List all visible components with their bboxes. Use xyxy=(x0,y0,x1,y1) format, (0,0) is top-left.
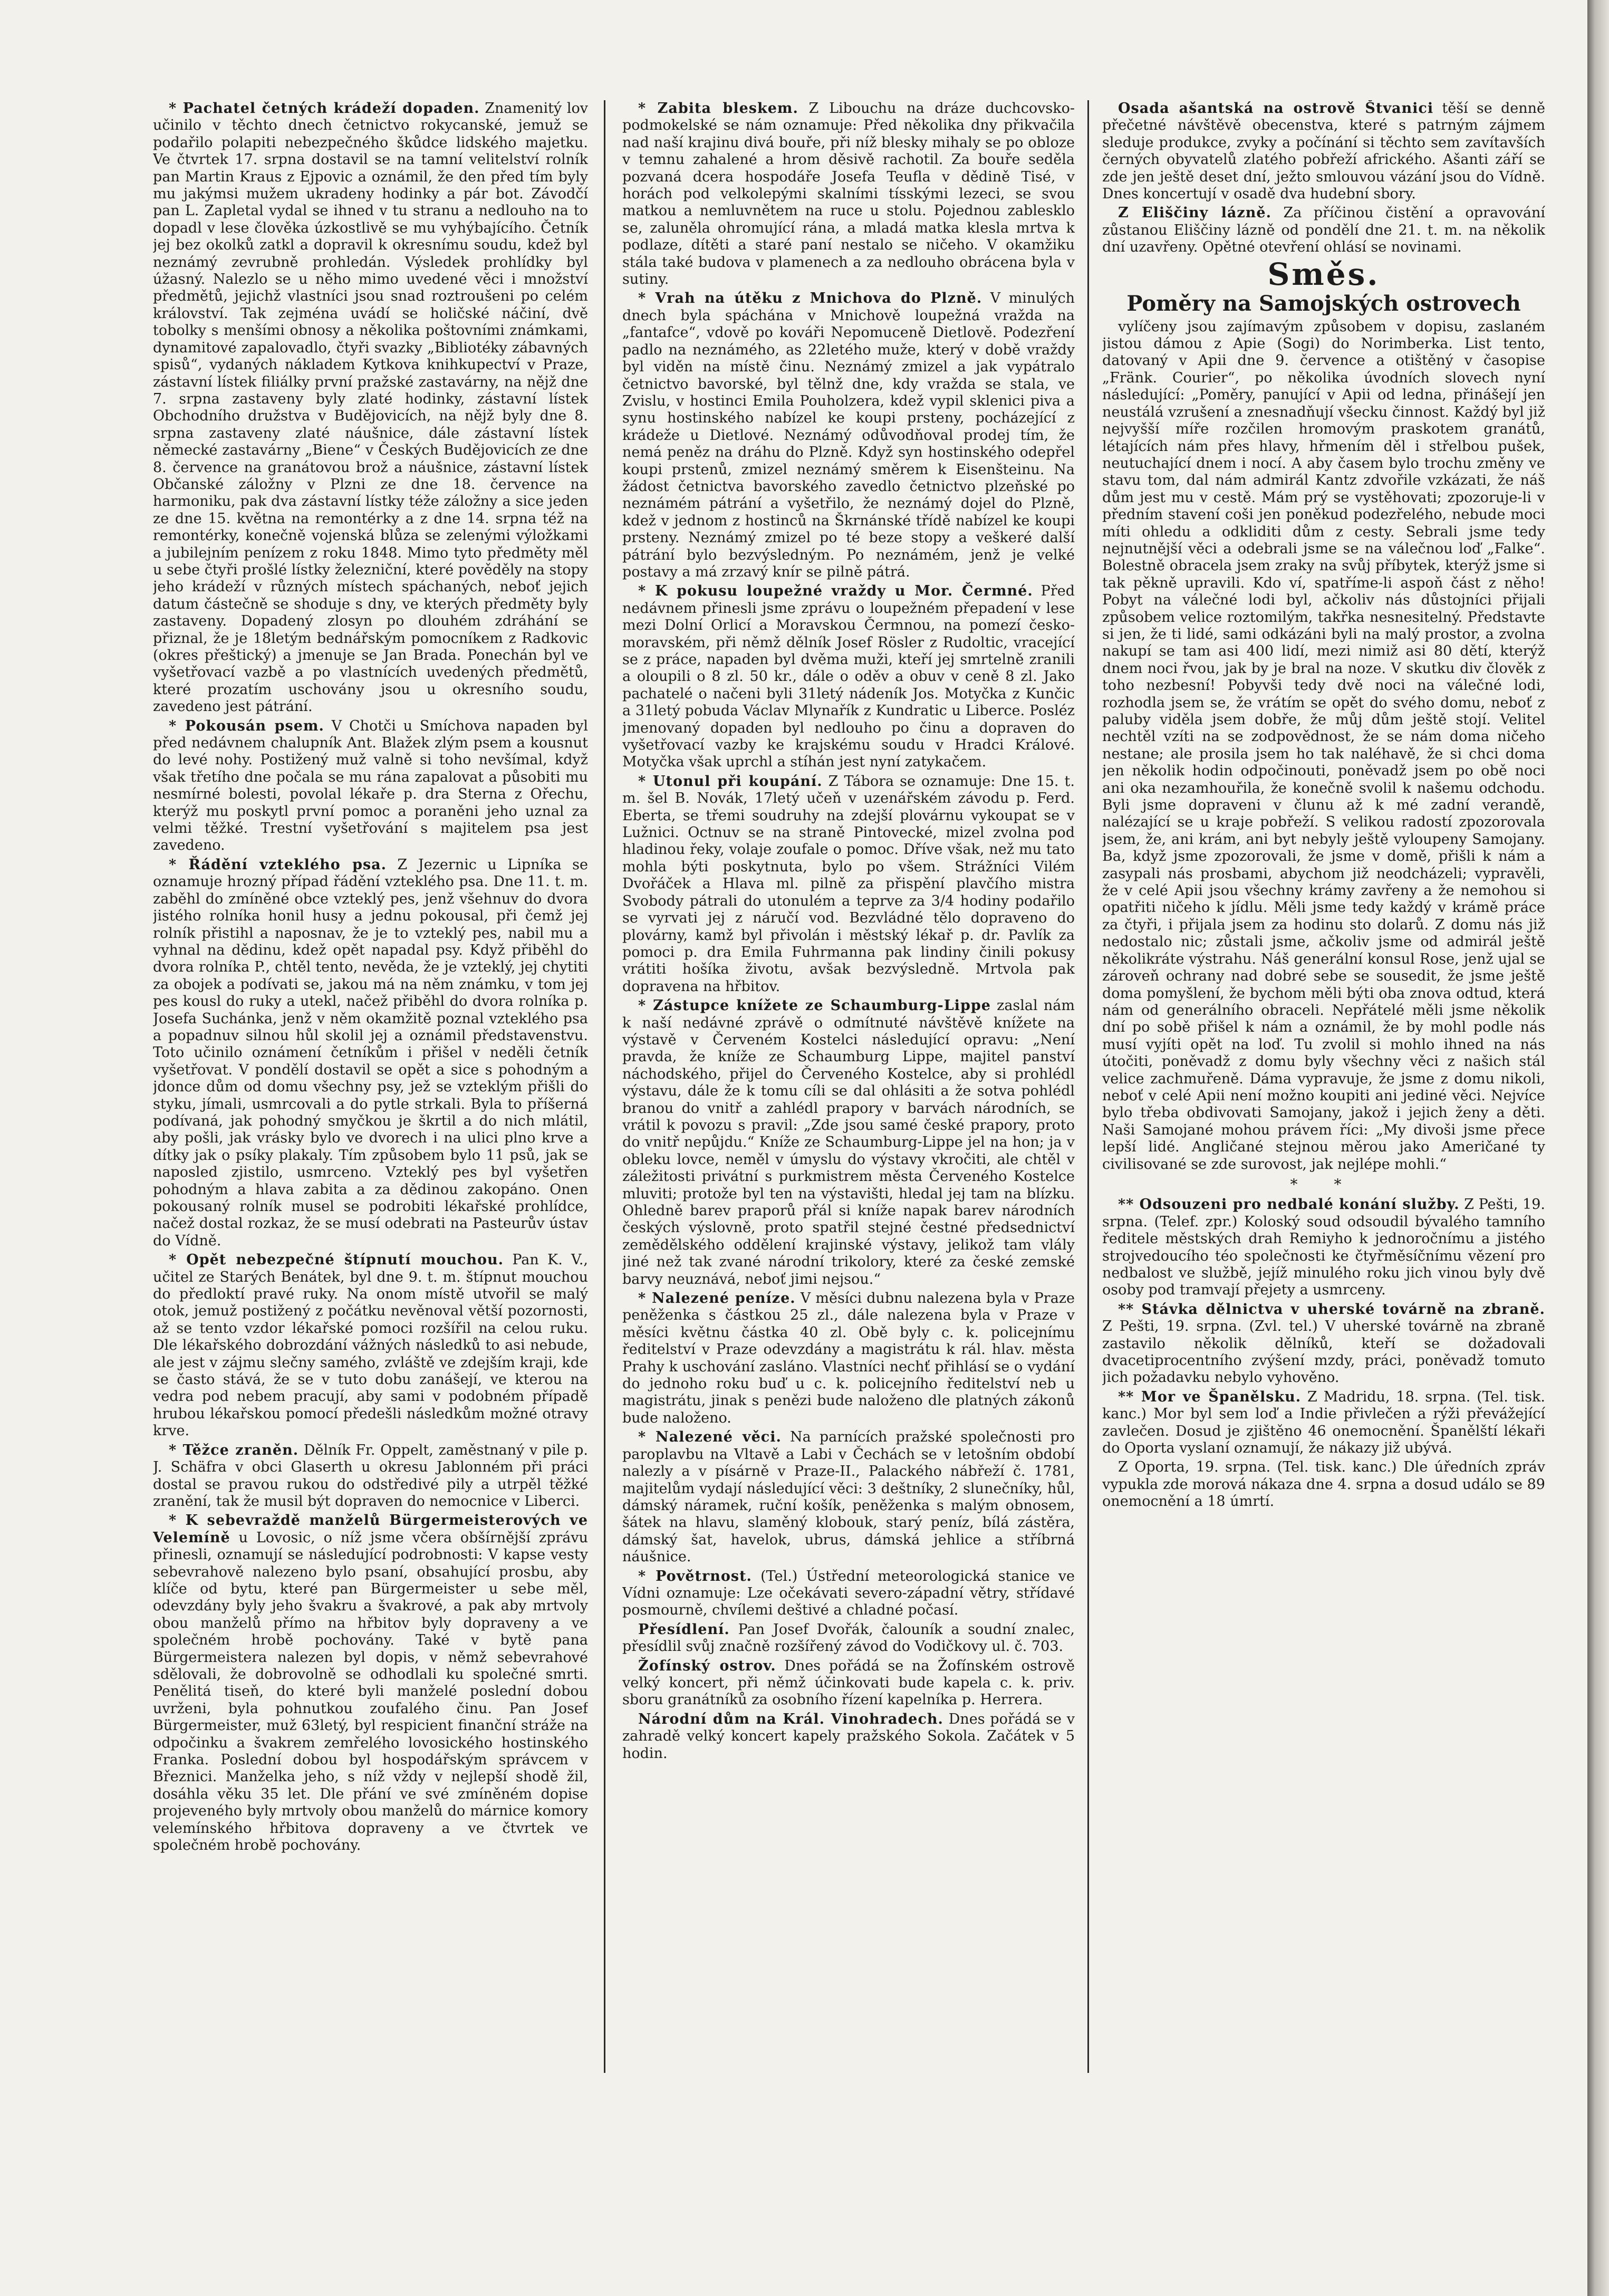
article-headline: * Pachatel četných krádeží dopaden. xyxy=(169,100,480,117)
article-text: Z Libouchu na dráze duchcovsko-podmokelské se nám oznamuje: Před několika dny přikvačila nad naší krajinu divá bouře, při níž blesky mihaly se po obloze v temnu zahalené a hrom děsivě rachotil. Za bouře seděla pozvaná dcera hospodáře Josefa Teufla v dědině Tisé, v horách pod velkolepými skalními tísskými lezeci, se svou matkou a nemluvnětem na ruce u stolu. Pojednou zablesklo se, zaluněla ohromující rána, a mladá matka klesla mrtva k podlaze, dítěti a staré paní nestalo se ničeho. V okamžiku stála také budova v plamenech a za nedlouho obrácena byla v sutiny. xyxy=(622,100,1075,288)
article-headline: * K pokusu loupežné vraždy u Mor. Čermné. xyxy=(638,583,1033,600)
news-article xyxy=(153,1252,588,1439)
news-article xyxy=(622,100,1075,288)
article-headline: ** Odsouzeni pro nedbalé konání služby. xyxy=(1118,1196,1460,1213)
article-text: Za příčinou čistění a opravování zůstanou Eliščiny lázně od pondělí dne 21. t. m. na několik dní uzavřeny. Opětné otevření ohlásí se novinami. xyxy=(1102,205,1545,256)
article-text: těší se denně přečetné návštěvě obecenstva, které s patrným zájmem sleduje produkce, zvyky a počínání si těchto sem zavítavších černých obyvatelů zlatého pobřeží afrického. Ašanti září se zde jen ještě deset dní, ježto smlouvou vázání jsou do Vídně. Dnes koncertují v osadě dva hudební sbory. xyxy=(1102,100,1545,203)
news-article xyxy=(1102,1196,1545,1299)
page-edge-shadow xyxy=(1587,0,1609,2296)
article-text: Dnes pořádá se na Žofínském ostrově velký koncert, při němž účinkovati bude kapela c. k. priv. sboru granátníků za osobního řízení kapelníka p. Herrera. xyxy=(622,1657,1075,1708)
article-text: Z Tábora se oznamuje: Dne 15. t. m. šel B. Novák, 17letý učeň v uzenářském závodu p. Ferd. Eberta, se třemi soudruhy na zdejší plovárnu vykoupat se v Lužnici. Octnuv se na straně Pintovecké, mizel zvolna pod hladinou řeky, volaje zoufale o pomoc. Dříve však, než mu tato mohla býti poskytnuta, bylo po všem. Strážníci Vilém Dvořáček a Hlava ml. pilně za přispění plavčího mistra Svobody pátrali do utonulém a teprve za 3/4 hodiny podařilo se vyrvati jej z náručí vod. Bezvládné tělo dopraveno do plovárny, kamž byl přivolán i městský lékař p. dr. Pavlík za pomoci p. dra Emila Fuhrmanna pak lindiny činili pokusy vrátiti hošíka životu, avšak bezvýsledně. Mrtvola pak dopravena na hřbitov. xyxy=(622,773,1075,995)
article-headline: Žofínský ostrov. xyxy=(638,1657,776,1674)
article-headline: * Povětrnost. xyxy=(638,1568,752,1584)
column-right xyxy=(1102,100,1545,2252)
section-heading: Směs. xyxy=(1267,256,1380,292)
article-headline: Přesídlení. xyxy=(638,1621,730,1638)
column-left xyxy=(153,100,588,2252)
article-text: u Lovosic, o níž jsme včera obšírnější zprávu přinesli, oznamují se následující podrobnosti: V kapse vesty sebevrahově nalezeno bylo psaní, obsahující prosbu, aby klíče od bytu, které pan Bürgermeister u sebe měl, odevzdány byly jeho švakru a švakrové, a pak aby mrtvoly obou manželů přímo na hřbitov byly dopraveny a ve společném hrobě pochovány. Také v bytě pana Bürgermeistera nalezen byl dopis, v němž sebevrahové sdělovali, že dobrovolně se odhodlali ku společné smrti. Penělitá tiseň, do které byli manželé poslední dobou uvrženi, byla pohnutkou zoufalého činu. Pan Josef Bürgermeister, muž 63letý, byl respicient finanční stráže na odpočinku a švakrem zemřelého lovosického hostinského Franka. Poslední dobou byl hospodářským správcem v Březnici. Manželka jeho, s níž vždy v nejlepší shodě žil, dosáhla věku 35 let. Dle přání ve své zmíněném dopise projeveného byly mrtvoly obou manželů do márnice komory velemínského hřbitova dopraveny a ve čtvrtek ve společném hrobě pochovány. xyxy=(153,1529,588,1854)
news-article xyxy=(622,1621,1075,1656)
article-headline: * Opět nebezpečné štípnutí mouchou. xyxy=(169,1252,504,1269)
article-text: Před nedávnem přinesli jsme zprávu o loupežném přepadení v lese mezi Dolní Orlicí a Moravskou Čermnou, na pomezí česko-moravském, při němž dělník Josef Rösler z Rudoltic, vracející se z práce, napaden byl dvěma muži, kteří jej smrtelně zranili a oloupili o 8 zl. 50 kr., dále o oděv a obuv v ceně 8 zl. Jako pachatelé o načeni byli 31letý nádeník Jos. Motyčka z Kunčic a 31letý pobuda Václav Mlynařík z Kundratic u Liberce. Posléz jmenovaný dopaden byl nedlouho po činu a dopraven do vyšetřovací vazby ke krajskému soudu v Hradci Králové. Motyčka však uprchl a stíhán jest nyní zatykačem. xyxy=(622,583,1075,771)
article-text: Pan Josef Dvořák, čalouník a soudní znalec, přesídlil svůj značně rozšířený závod do Vodičkovy ul. č. 703. xyxy=(622,1621,1075,1655)
article-text: Znamenitý lov učinilo v těchto dnech četnictvo rokycanské, jemuž se podařilo polapiti nebezpečného škůdce lidského majetku. Ve čtvrtek 17. srpna dostavil se na tamní velitelství rolník pan Martin Kraus z Ejpovic a oznámil, že den před tím byly mu jakýmsi mužem ukradeny hodinky a pár bot. Závodčí pan L. Zapletal vydal se ihned v tu stranu a nedlouho na to dopadl v lese člověka úzkostlivě se mu vyhýbajícího. Četník jej bez okolků zatkl a dopravil k okresnímu soudu, kdež byl neznámý zevrubně prohledán. Výsledek prohlídky byl úžasný. Nalezlo se u něho mimo uvedené věci i množství předmětů, jejichž vlastníci jsou snad roztroušeni po celém království. Tak zejména uvádí se holičské náčiní, dvě tobolky s menšími obnosy a několika poštovními známkami, dynamitové zapalovadlo, čtyři svazky „Bibliotéky zábavných spisů“, vydaných nákladem Kytkova knihkupectví v Praze, zástavní lístek filiálky první pražské zastavárny, na nějž dne 7. srpna zastaveny byly zlaté hodinky, zástavní lístek Obchodního družstva v Budějovicích, na nějž byly dne 8. srpna zastaveny zlaté náušnice, dále zástavní lístek německé zastavárny „Biene“ v Českých Budějovicích ze dne 8. července na granátovou brož a náušnice, zástavní lístek Občanské záložny v Plzni ze dne 18. července na harmoniku, pak dva zástavní lístky téže záložny a sice jeden ze dne 15. května na remontérky a z dne 14. srpna též na remontérky, konečně vojenská blůza se zelenými výložkami a jubilejním penízem z roku 1848. Mimo tyto předměty měl u sebe čtyři prošlé lístky železniční, které pověděly na stopy jeho krádeží v různých místech spáchaných, neboť jejich datum částečně se shoduje s dny, ve kterých předměty byly zastaveny. Dopadený zlosyn po dlouhém zdráhání se přiznal, že je 18letým bednářským pomocníkem z Radkovic (okres přeštický) a jmenuje se Jan Brada. Ponechán byl ve vyšetřovací vazbě a po vlastnících uvedených předmětů, které prozatím uschovány jsou u okresního soudu, zavedeno jest pátrání. xyxy=(153,100,588,715)
article-headline: * Řádění vzteklého psa. xyxy=(169,856,387,873)
news-article xyxy=(622,290,1075,581)
news-article xyxy=(153,1442,588,1511)
column-divider xyxy=(604,100,605,2073)
article-text: Z Pešti, 19. srpna. (Telef. zpr.) Koloský soud odsoudil bývalého tamního ředitele městských drah Remiyho k jednoročnímu a jistého strojvedoucího téo společnosti ke čtyřměsíčnímu vězení pro nedbalost ve službě, jejíž minulého roku jich vinou byly dvě osoby pod tramvají přejety a usmrceny. xyxy=(1102,1196,1545,1299)
article-text: zaslal nám k naší nedávné zprávě o odmítnuté návštěvě knížete na výstavě v Červeném Kostelci následující opravu: „Není pravda, že kníže ze Schaumburg Lippe, majitel panství náchodského, přijel do Červeného Kostelce, aby si prohlédl výstavu, dále že k tomu cíli se dal ohlásiti a že sotva pohlédl branou do vnitř a zahlédl prapory v barvách národních, se vrátil k povozu s pravil: „Zde jsou samé české prapory, proto do vnitř nepůjdu.“ Kníže ze Schaumburg-Lippe jel na hon; ja v obleku lovce, neměl v úmyslu do výstavy vkročiti, ale chtěl v záležitosti privátní s purkmistrem města Červeného Kostelce mluviti; protože byl ten na výstavišti, hledal jej tam na blízku. Ohledně barev praporů přál si kníže napak barev národních českých výslovně, proto spatřil stejné čestné předsednictví zemědělského oddělení krajinské výstavy, jelikož tam vlály jiné než tak zvané národní trikolory, které za české zemské barvy neuznává, neboť jimi nejsou.“ xyxy=(622,997,1075,1288)
separator-stars: * * xyxy=(1290,1175,1357,1193)
news-article xyxy=(1102,100,1545,203)
article-headline: * Zástupce knížete ze Schaumburg-Lippe xyxy=(638,997,991,1014)
feature-heading: Poměry na Samojských ostrovech xyxy=(1126,291,1521,316)
article-text: Z Jezernic u Lipníka se oznamuje hrozný případ řádění vzteklého psa. Dne 11. t. m. zaběhl do zmíněné obce vzteklý pes, jenž všehnuv do dvora jistého rolníka honil husy a jednu pokousal, při čemž jej rolník přistihl a naposnav, že je to vzteklý pes, nabil mu a vyhnal na dědinu, kdež opět napadal psy. Když přiběhl do dvora rolníka P., chtěl tento, nevěda, že je vzteklý, jej chytiti za obojek a podívati se, jakou má na něm známku, v tom jej pes kousl do ruky a utekl, načež přiběhl do dvora rolníka p. Josefa Suchánka, jenž v něm okamžitě poznal vzteklého psa a popadnuv silnou hůl skolil jej a oznámil představenstvu. Toto učinilo oznámení četníkům i přišel v neděli četník vyšetřovat. V pondělí dostavil se opět a sice s pohodným a jdonce dům od domu všechny psy, jež se vzteklým přišli do styku, jímali, usmrcovali a do pytle strkali. Byla to příšerná podívaná, jak pohodný smyčkou je škrtil a do nich mlátil, aby pošli, jak vrásky bylo ve dvorech i na ulici plno krve a dítky jak o psíky plakaly. Tím způsobem bylo 11 psů, jak se naposled zjistilo, usmrceno. Vzteklý pes byl vyšetřen pohodným a hlava zabita a za dědinou zakopáno. Onen pokousaný rolník musel se podrobiti lékařské prohlídce, načež dostal rozkaz, že se musí odebrati na Pasteurův ústav do Vídně. xyxy=(153,856,588,1249)
article-text: Na parnících pražské společnosti pro paroplavbu na Vltavě a Labi v Čechách se v letošním období nalezly a v písárně v Praze-II., Palackého nábřeží č. 1781, majitelům vydají následující věci: 3 deštníky, 2 slunečníky, hůl, dámský náramek, ruční košík, peněženka s malým obnosem, šátek na hlavu, slaměný klobouk, starý peníz, bílá zástěra, dámský šat, havelok, ubrus, dámská jehlice a stříbrná náušnice. xyxy=(622,1429,1075,1565)
article-headline: ** Mor ve Španělsku. xyxy=(1118,1388,1302,1405)
article-headline: * Nalezené peníze. xyxy=(638,1290,796,1307)
article-headline: Osada ašantská na ostrově Štvanici xyxy=(1118,100,1434,117)
article-text: (Tel.) Ústřední meteorologická stanice ve Vídni oznamuje: Lze očekávati severo-západní větry, střídavé posmourně, chvílemi deštivé a chladné počasí. xyxy=(622,1568,1075,1619)
feature-article-body: vylíčeny jsou zajímavým způsobem v dopisu, zaslaném jistou dámou z Apie (Sogi) do Norimberka. List tento, datovaný v Apii dne 9. července a otištěný v časopise „Fränk. Courier“, po několika úvodních slovech nyní následující: „Poměry, panující v Apii od ledna, přinášejí jen neustálá vzrušení a znesnadňují všecku činnost. Každý byl již nejvyšší míře rozčilen hromovým praskotem granátů, létajících nám přes hlavy, hřmením děl i střelbou pušek, neutuchající dnem i nocí. A aby časem bylo trochu změny ve stavu tom, dal nám admirál Kantz zdvořile vzkázati, že náš dům jest mu v cestě. Mám prý se vystěhovati; zpozoruje-li v předním stavení coši jen poněkud podezřelého, nebude moci míti ohledu a odkliditi dům z cesty. Sebrali jsme tedy nejnutnější věci a odebrali jsme se na válečnou loď „Falke“. Bolestně obracela jsem zraky na svůj příbytek, kterýž jsme si tak pěkně upravili. Kdo ví, spatříme-li aspoň část z něho! Pobyt na válečné lodi byl, ačkoliv nás důstojníci přijali způsobem velice roztomilým, takřka nesnesitelný. Představte si jen, že ti lidé, sami odkázáni byli na malý prostor, a zvolna nakupí se tam asi 400 lidí, mezi nimiž asi 80 dětí, kterýž dnem noci řvou, jak by je bral na noze. V skutku div člověk z toho nezbesní! Pobyvši tedy dvě noci na válečné lodi, rozhodla jsem se, že vrátím se opět do svého domu, neboť z paluby viděla jsem dobře, že můj dům ještě stojí. Velitel nechtěl vzíti na se zodpovědnost, že se nám doma ničeho nestane; ale prosila jsem ho tak naléhavě, že si chci doma jen několik hodin odpočinouti, poněvadž jsem po obě noci ani oka nezamhouřila, že konečně svolil k našemu odchodu. Byli jsme dopraveni v člunu až k mé zadní verandě, nalézající se u kraje pobřeží. S velikou radostí zpozorovala jsem, že, ani krám, ani byt nebyly ještě vyloupeny Samojany. Ba, když jsme zpozorovali, že jsme v domě, přišli k nám a zasypali nás prosbami, abychom již neodcházeli; vypravěli, že v celé Apii jsou všechny krámy zavřeny a že nemohou si opatřiti ničeho k jídlu. Měli jsme tedy každý v krámě práce za čtyři, i přijala jsem za hodinu sto dolarů. Z domu nás již nedostalo nic; zůstali jsme, ačkoliv jsme od admirál ještě několikráte výstrahu. Náš generální konsul Rose, jenž ujal se zároveň ochrany nad dobré sebe se sousedit, že jsme ještě doma pomyšlení, že bychom měli býti oba znova odtud, která nám od generálního obraceli. Nepřátelé měli jsme několik dní po sobě přišel k nám a oznámil, že by mohl podle nás musí vyjíti opět na loď. Tu zvolil si mohlo ihned na nás útočiti, poněvadž z domu byly všechny věci z našich stál velice zachmuřeně. Dáma vypravuje, že jsme z domu nikoli, neboť v celé Apii není možno koupiti ani jediné věci. Nejvíce bylo třeba obdivovati Samojany, jakož i jejich ženy a děti. Naši Samojané mohou právem říci: „My divoši jsme přece lepší lidé. Angličané stejnou měrou jako Američané ty civilisované se zde surovost, jak nejlépe mohli.“ xyxy=(1102,318,1545,1173)
column-right-bottom-articles xyxy=(1102,1196,1545,1510)
news-article xyxy=(622,1711,1075,1762)
news-article xyxy=(1102,205,1545,256)
article-text: Dělník Fr. Oppelt, zaměstnaný v pile p. J. Schäfra v obci Glaserth u okresu Jablonném při práci dostal se pravou rukou do odstředivé pily a utrpěl těžké zranění, tak že musil být dopraven do nemocnice v Liberci. xyxy=(153,1442,588,1510)
article-text: V měsíci dubnu nalezena byla v Praze peněženka s částkou 25 zl., dále nalezena byla v Praze v měsíci květnu částka 40 zl. Obě byly c. k. policejnímu ředitelství v Praze odevzdány a magistrátu k rál. hlav. města Prahy k uschování zasláno. Vlastníci nechť přihlásí se o vydání do jednoho roku buď u c. k. policejního ředitelství neb u magistrátu, jinak s penězi bude naloženo dle platných zákonů bude naloženo. xyxy=(622,1290,1075,1426)
article-text: Dnes pořádá se v zahradě velký koncert kapely pražského Sokola. Začátek v 5 hodin. xyxy=(622,1711,1075,1762)
article-headline: * K sebevraždě manželů Bürgermeisterových ve Velemíně xyxy=(153,1512,588,1546)
news-article xyxy=(622,1290,1075,1427)
news-article xyxy=(622,997,1075,1288)
news-article xyxy=(622,1568,1075,1619)
news-article xyxy=(153,100,588,716)
news-article xyxy=(622,773,1075,995)
news-article xyxy=(1102,1389,1545,1457)
news-article xyxy=(622,583,1075,771)
news-article xyxy=(622,1658,1075,1709)
news-article xyxy=(1102,1459,1545,1510)
text-columns xyxy=(153,100,1545,2252)
article-headline: * Těžce zraněn. xyxy=(169,1442,299,1458)
article-headline: * Pokousán psem. xyxy=(169,717,324,734)
article-text: V minulých dnech byla spáchána v Mnichově loupežná vražda na „fantafce“, vdově po kováři Nepomuceně Dietlově. Podezření padlo na neznámého, as 22letého muže, který v době vraždy byl viděn na místě činu. Neznámý zmizel a jak vypátralo četnictvo bavorské, byl tělnž dne, kdy vražda se stala, ve Zvislu, v hostinci Emila Pouholzera, kdež vypil sklenici piva a synu hostinského nabízel ke koupi prsteny, pocházející z krádeže u Dietlové. Neznámý odůvodňoval prodej tím, že nemá peněz na dráhu do Plzně. Když syn hostinského odepřel koupi prstenů, zmizel neznámý směrem k Eisenšteinu. Na žádost četnictva bavorského zavedlo četnictvo plzeňské po neznámém pátrání a vyšetřilo, že neznámý dojel do Plzně, kdež v jednom z hostinců na Škrnánské třídě nabízel ke koupi prsteny. Neznámý zmizel po té beze stopy a veškeré další pátrání bylo bezvýsledným. Po neznámém, jenž je velké postavy a má zrzavý knír se pilně pátrá. xyxy=(622,290,1075,580)
news-article xyxy=(153,857,588,1250)
article-text: Pan K. V., učitel ze Starých Benátek, byl dne 9. t. m. štípnut mouchou do předloktí pravé ruky. Na onom místě utvořil se malý otok, jemuž postižený z počátku nevěnoval větší pozornosti, až se tento vzdor lékařské pomoci rozšířil na celou ruku. Dle lékařského dobrozdání vážných následků to asi nebude, ale jest v zájmu slečny samého, zvláště ve zdejším kraji, kde se často stává, že se v tuto dobu zanášejí, ve kterou na vedra pod nebem pracují, aby sami v podobném případě hrubou lékařskou pomocí předešli následkům možné otravy krve. xyxy=(153,1252,588,1439)
article-headline: Národní dům na Král. Vinohradech. xyxy=(638,1711,943,1727)
article-text: V Chotči u Smíchova napaden byl před nedávnem chalupník Ant. Blažek zlým psem a kousnut do levé nohy. Postižený muž valně si toho nevšímal, když však třetího dne počala se mu rána zapalovat a působiti mu nesmírné bolesti, povolal lékaře p. dra Sterna z Ořechu, kterýž mu poskytl první pomoc a poraněni jeho uznal za velmi těžké. Trestní vyšetřování s majitelem psa jest zavedeno. xyxy=(153,717,588,854)
article-headline: * Zabita bleskem. xyxy=(638,100,798,117)
news-article xyxy=(1102,1301,1545,1387)
column-divider xyxy=(1087,100,1089,2073)
article-text: Z Oporta, 19. srpna. (Tel. tisk. kanc.) Dle úředních zpráv vypukla zde morová nákaza dne 4. srpna a dosud událo se 89 onemocnění a 18 úmrtí. xyxy=(1102,1459,1545,1510)
column-middle xyxy=(622,100,1075,2252)
article-headline: * Utonul při koupání. xyxy=(638,773,823,790)
article-headline: ** Stávka dělnictva v uherské továrně na zbraně. xyxy=(1118,1301,1545,1318)
article-headline: Z Eliščiny lázně. xyxy=(1118,205,1271,222)
news-article xyxy=(153,1512,588,1854)
article-text: Z Pešti, 19. srpna. (Zvl. tel.) V uherské továrně na zbraně zastavilo několik dělníků, kteří se dožadovali dvacetiprocentního zvýšení mzdy, práci, poněvadž tomuto jich požadavku nebylo vyhověno. xyxy=(1102,1318,1545,1386)
news-article xyxy=(622,1429,1075,1565)
article-headline: * Vrah na útěku z Mnichova do Plzně. xyxy=(638,290,982,307)
news-article xyxy=(153,718,588,854)
article-headline: * Nalezené věci. xyxy=(638,1429,782,1446)
article-text: Z Madridu, 18. srpna. (Tel. tisk. kanc.) Mor byl sem loď a Indie přivlečen a rýži převážející zavlečen. Dosud je zjištěno 46 onemocnění. Španělští lékaři do Oporta vyslaní oznamují, že nákazy již ubývá. xyxy=(1102,1388,1545,1457)
column-right-top-articles xyxy=(1102,100,1545,256)
